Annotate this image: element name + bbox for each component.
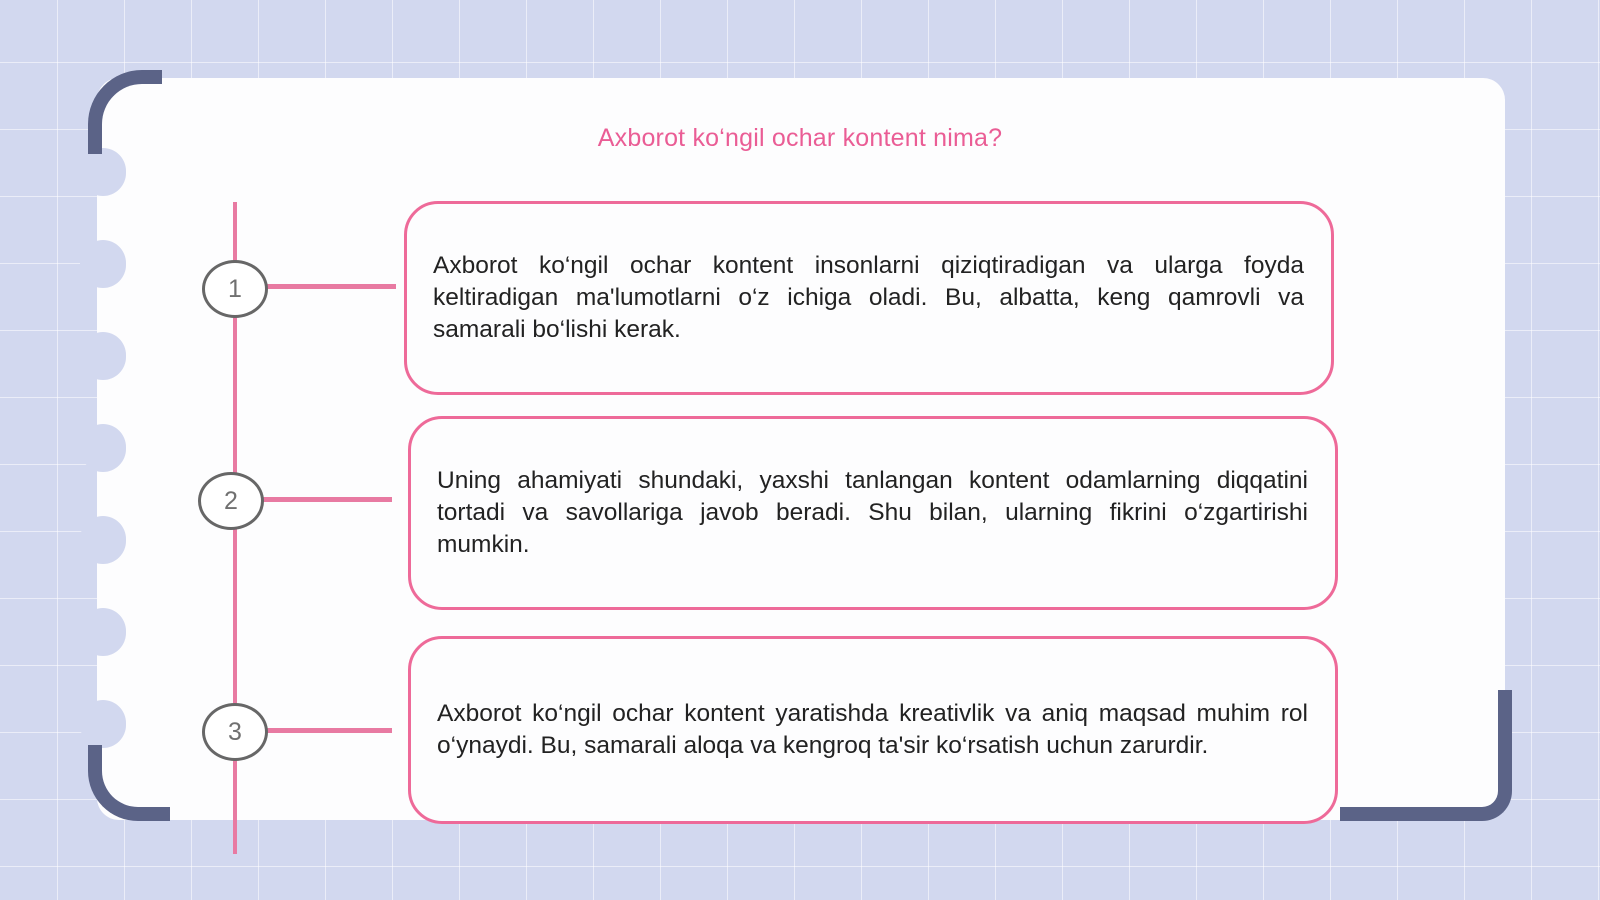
frame-corner-bottom-right [1340,690,1512,821]
paper-hole [80,240,126,288]
paper-hole [80,700,126,748]
content-box-1 [404,201,1334,395]
step-number-circle-2 [198,472,264,530]
timeline-connector-2 [262,497,392,502]
content-text: Uning ahamiyati shundaki, yaxshi tanlangan kontent odamlarning diqqatini tortadi va savollariga javob beradi. Shu bilan, ularning fikrini o‘zgartirishi mumkin. [437,467,1308,558]
slide-title: Axborot ko‘ngil ochar kontent nima? [597,124,1003,152]
content-box-3 [408,636,1338,824]
step-number: 2 [224,487,238,515]
paper-hole [80,516,126,564]
paper-hole [80,148,126,196]
timeline-connector-3 [266,728,392,733]
step-number: 3 [228,718,242,746]
content-text: Axborot ko‘ngil ochar kontent insonlarni qiziqtiradigan va ularga foyda keltiradigan ma'lumotlarni o‘z ichiga oladi. Bu, albatta, keng qamrovli va samarali bo‘lishi kerak. [433,252,1304,343]
paper-hole [80,332,126,380]
content-box-2 [408,416,1338,610]
step-number-circle-3 [202,703,268,761]
step-number: 1 [228,275,242,303]
timeline-connector-1 [266,284,396,289]
paper-hole [80,608,126,656]
step-number-circle-1 [202,260,268,318]
paper-hole [80,424,126,472]
content-text: Axborot ko‘ngil ochar kontent yaratishda kreativlik va aniq maqsad muhim rol o‘ynaydi. Bu, samarali aloqa va kengroq ta'sir ko‘rsatish uchun zarurdir. [437,700,1308,759]
